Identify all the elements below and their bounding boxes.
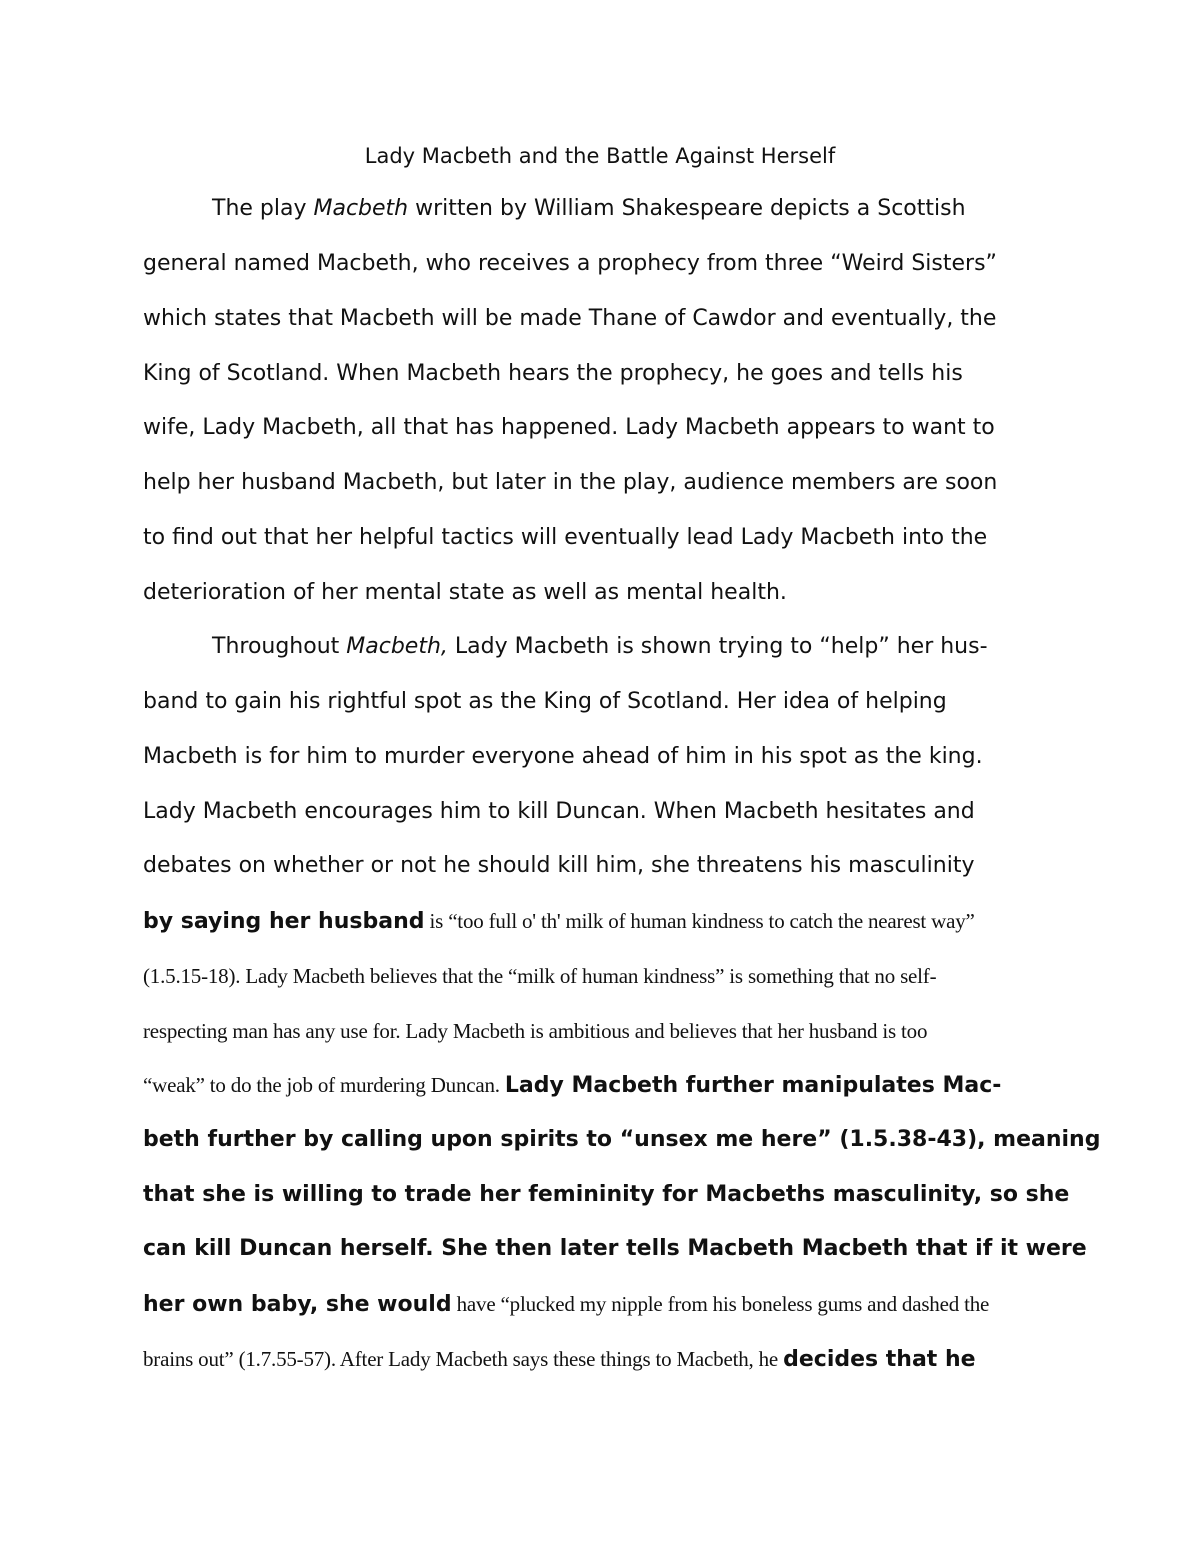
paragraph-1-line-6: help her husband Macbeth, but later in the play, audience members are soon [143, 470, 998, 495]
paragraph-2-line-13 [143, 1284, 989, 1324]
paragraph-2-line-6 [143, 901, 975, 941]
paragraph-1-line-1 [212, 189, 966, 229]
text-run: The play [212, 196, 314, 221]
quote-run: is “too full o' th' milk of human kindness to catch the nearest way” [424, 909, 975, 933]
paragraph-2-line-10: beth further by calling upon spirits to “unsex me here” (1.5.38-43), meaning [143, 1127, 1101, 1152]
paragraph-1-line-5: wife, Lady Macbeth, all that has happened. Lady Macbeth appears to want to [143, 415, 995, 440]
paragraph-1-line-8: deterioration of her mental state as well as mental health. [143, 580, 787, 605]
serif-run: “weak” to do the job of murdering Duncan. [143, 1073, 505, 1097]
bold-run: Lady Macbeth further manipulates Mac- [504, 1073, 1002, 1098]
play-title-italic: Macbeth, [346, 634, 448, 659]
paragraph-2-line-3: Macbeth is for him to murder everyone ahead of him in his spot as the king. [143, 744, 983, 769]
bold-run: by saying her husband [143, 909, 425, 934]
paragraph-2-line-1 [212, 627, 988, 667]
quote-run: have “plucked my nipple from his boneless gums and dashed the [451, 1292, 990, 1316]
paragraph-2-line-12: can kill Duncan herself. She then later tells Macbeth Macbeth that if it were [143, 1236, 1087, 1261]
text-run: written by William Shakespeare depicts a Scottish [408, 196, 966, 221]
paragraph-2-line-5: debates on whether or not he should kill him, she threatens his masculinity [143, 853, 975, 878]
serif-run: brains out” (1.7.55-57). After Lady Macbeth says these things to Macbeth, he [143, 1347, 784, 1371]
paragraph-1-line-2: general named Macbeth, who receives a prophecy from three “Weird Sisters” [143, 251, 997, 276]
text-run: Throughout [212, 634, 347, 659]
paragraph-2-line-2: band to gain his rightful spot as the King of Scotland. Her idea of helping [143, 689, 947, 714]
play-title-italic: Macbeth [313, 196, 409, 221]
bold-run: decides that he [783, 1347, 976, 1372]
paragraph-1-line-3: which states that Macbeth will be made Thane of Cawdor and eventually, the [143, 306, 997, 331]
document-title: Lady Macbeth and the Battle Against Herself [364, 144, 836, 168]
paragraph-1-line-4: King of Scotland. When Macbeth hears the prophecy, he goes and tells his [143, 361, 963, 386]
text-run: Lady Macbeth is shown trying to “help” her hus- [447, 634, 988, 659]
paragraph-2-line-11: that she is willing to trade her femininity for Macbeths masculinity, so she [143, 1182, 1070, 1207]
paragraph-2-line-4: Lady Macbeth encourages him to kill Duncan. When Macbeth hesitates and [143, 799, 975, 824]
paragraph-1-line-7: to find out that her helpful tactics will eventually lead Lady Macbeth into the [143, 525, 988, 550]
paragraph-2-line-7: (1.5.15-18). Lady Macbeth believes that the “milk of human kindness” is something that no self- [143, 964, 937, 988]
paragraph-2-line-9 [143, 1065, 1001, 1105]
bold-run: her own baby, she would [143, 1292, 452, 1317]
paragraph-2-line-8: respecting man has any use for. Lady Macbeth is ambitious and believes that her husband is too [143, 1019, 928, 1043]
paragraph-2-line-14 [143, 1339, 976, 1379]
